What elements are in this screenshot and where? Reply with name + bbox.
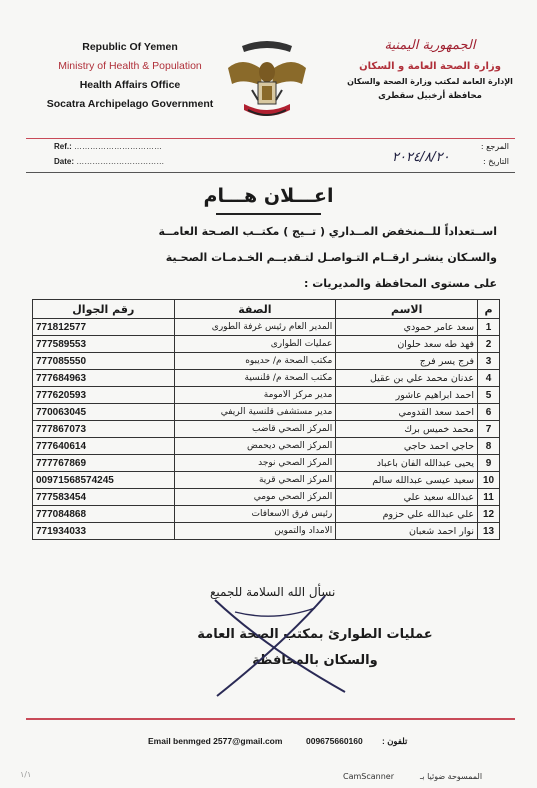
header-num: م [478, 300, 500, 319]
date-dots: …………………………… [76, 157, 165, 166]
row-number: 8 [478, 438, 500, 455]
row-number: 6 [478, 404, 500, 421]
table-row [33, 319, 500, 336]
row-title: المركز الصحي مومي [174, 489, 336, 506]
table-row [33, 506, 500, 523]
letterhead-arabic [345, 38, 515, 104]
page-number: ١/١ [20, 770, 32, 779]
row-name: احمد سعد القدومي [336, 404, 478, 421]
row-title: مكتب الصحة م/ حديبوه [174, 353, 336, 370]
row-name: عبدالله سعيد علي [336, 489, 478, 506]
table-row [33, 472, 500, 489]
row-title: الامداد والتموين [174, 523, 336, 540]
table-row [33, 336, 500, 353]
row-name: فرج يسر فرج [336, 353, 478, 370]
row-phone: 00971568574245 [33, 472, 175, 489]
row-phone: 770063045 [33, 404, 175, 421]
row-number: 3 [478, 353, 500, 370]
country-name: Republic Of Yemen [82, 41, 178, 53]
ar-country-name: الجمهورية اليمنية [384, 38, 476, 53]
row-phone: 771934033 [33, 523, 175, 540]
yemen-emblem [222, 38, 312, 133]
row-title: رئيس فرق الاسعافات [174, 506, 336, 523]
date-label: Date: [54, 157, 75, 166]
table-row [33, 387, 500, 404]
row-phone: 777640614 [33, 438, 175, 455]
row-number: 13 [478, 523, 500, 540]
announcement-line-2: والسـكان ينشـر ارقــام التـواصـل لتـقديــم الخـدمـات الصحـية [165, 251, 497, 264]
ref-field [54, 142, 162, 151]
signature-line-1: عمليات الطوارئ بمكتب الصحة العامة [197, 627, 433, 642]
row-title: المركز الصحي ديحمض [174, 438, 336, 455]
row-phone: 777684963 [33, 370, 175, 387]
office-name: Health Affairs Office [79, 79, 181, 91]
row-title: مدير مستشفى قلنسية الريفي [174, 404, 336, 421]
row-name: احمد ابراهيم عاشور [336, 387, 478, 404]
table-row [33, 438, 500, 455]
footer-email: Email benmged 2577@gmail.com [148, 736, 283, 746]
row-number: 4 [478, 370, 500, 387]
row-number: 9 [478, 455, 500, 472]
row-name: سعيد عيسى عبدالله سالم [336, 472, 478, 489]
footer-phone: 009675660160 [306, 736, 363, 746]
row-number: 7 [478, 421, 500, 438]
table-row [33, 404, 500, 421]
row-name: علي عبدالله علي حزوم [336, 506, 478, 523]
footer-rule [26, 718, 515, 720]
row-phone: 777583454 [33, 489, 175, 506]
ref-dots: …………………………… [74, 142, 163, 151]
footer-phone-label: تلفون : [382, 736, 408, 746]
row-name: يحيى عبدالله الفان باعباد [336, 455, 478, 472]
row-number: 11 [478, 489, 500, 506]
row-name: سعد عامر حمودي [336, 319, 478, 336]
table-row [33, 370, 500, 387]
table-header-row [33, 300, 500, 319]
table-row [33, 353, 500, 370]
ar-ministry-name: وزارة الصحة العامة و السكان [359, 61, 501, 72]
handwritten-date: ٢٠٢٤/٨/٢٠ [392, 150, 450, 165]
row-number: 12 [478, 506, 500, 523]
row-title: المدير العام رئيس غرفة الطورى [174, 319, 336, 336]
scanned-with-label: الممسوحة ضوئيا بـ [420, 772, 483, 781]
announcement-title: اعـــلان هـــام [203, 185, 334, 207]
row-title: المركز الصحي قاضب [174, 421, 336, 438]
row-name: عدنان محمد علي بن عقيل [336, 370, 478, 387]
ref-rule [26, 172, 515, 173]
title-underline [216, 213, 321, 215]
row-phone: 777767869 [33, 455, 175, 472]
row-name: محمد خميس برك [336, 421, 478, 438]
ar-ref-label: المرجع : [480, 142, 509, 151]
row-title: مدير مركز الامومة [174, 387, 336, 404]
row-title: المركز الصحي قرية [174, 472, 336, 489]
government-name: Socatra Archipelago Government [46, 98, 214, 110]
letterhead-english [30, 38, 230, 114]
camscanner-label: CamScanner [343, 772, 395, 781]
row-phone: 777620593 [33, 387, 175, 404]
row-title: عمليات الطوارى [174, 336, 336, 353]
row-number: 2 [478, 336, 500, 353]
row-name: نوار احمد شعبان [336, 523, 478, 540]
row-phone: 777085550 [33, 353, 175, 370]
signature-line-2: والسكان بالمحافظة [252, 653, 378, 668]
row-number: 10 [478, 472, 500, 489]
row-number: 1 [478, 319, 500, 336]
table-row [33, 523, 500, 540]
table-row [33, 455, 500, 472]
row-name: حاجي احمد حاجي [336, 438, 478, 455]
row-phone: 777084868 [33, 506, 175, 523]
ar-government-name: محافظة أرخبيل سقطرى [378, 91, 482, 101]
row-title: مكتب الصحة م/ قلنسية [174, 370, 336, 387]
table-row [33, 489, 500, 506]
announcement-line-1: اســتعداداً للــمنخفض المــداري ( تــيج ) مكتــب الصـحة العامــة [158, 225, 497, 238]
header-title: الصفة [174, 300, 336, 319]
table-row [33, 421, 500, 438]
header-rule [26, 138, 515, 139]
ar-office-name: الإدارة العامة لمكتب وزارة الصحة والسكان [347, 77, 513, 86]
date-field [54, 157, 164, 166]
ref-label: Ref.: [54, 142, 72, 151]
row-name: فهد طه سعد حلوان [336, 336, 478, 353]
signature-scribble [205, 592, 355, 702]
header-name: الاسم [336, 300, 478, 319]
row-phone: 771812577 [33, 319, 175, 336]
ministry-name: Ministry of Health & Population [58, 60, 202, 72]
row-number: 5 [478, 387, 500, 404]
ar-date-label: التاريخ : [482, 157, 509, 166]
row-phone: 777589553 [33, 336, 175, 353]
closing-text: نسأل الله السلامة للجميع [210, 585, 336, 599]
row-phone: 777867073 [33, 421, 175, 438]
announcement-line-3: على مستوى المحافظة والمديريات : [304, 277, 497, 290]
row-title: المركز الصحي نوجد [174, 455, 336, 472]
header-phone: رقم الجوال [33, 300, 175, 319]
contacts-table [32, 299, 500, 540]
